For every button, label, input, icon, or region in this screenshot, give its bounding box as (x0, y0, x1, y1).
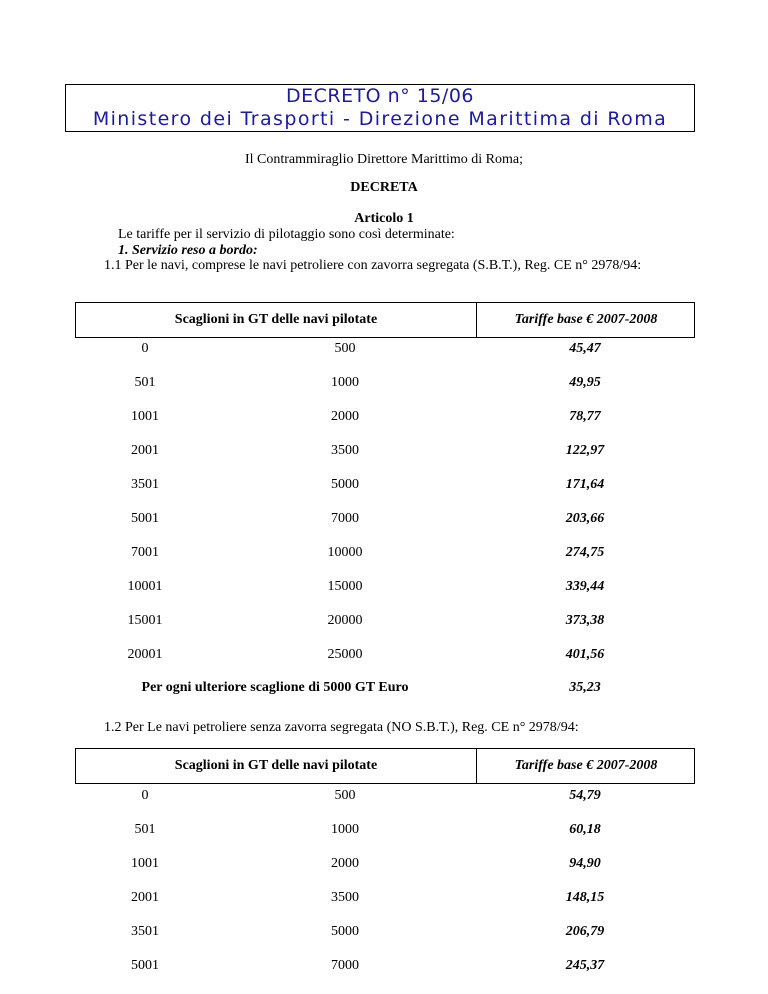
intro-line: Il Contrammiraglio Direttore Marittimo di Roma; (244, 152, 523, 167)
gt-to: 3500 (331, 890, 359, 905)
gt-from: 2001 (131, 443, 159, 458)
tariff-value: 373,38 (565, 613, 605, 628)
gt-to: 5000 (331, 924, 359, 939)
gt-from: 15001 (127, 613, 163, 628)
tariff-value: 206,79 (565, 924, 605, 939)
table1-header (75, 302, 695, 338)
tariff-value: 171,64 (565, 477, 605, 492)
para-1-2: 1.2 Per Le navi petroliere senza zavorra segregata (NO S.B.T.), Reg. CE n° 2978/94: (104, 720, 579, 735)
tariff-intro: Le tariffe per il servizio di pilotaggio sono così determinate: (118, 227, 455, 242)
table-row (75, 579, 695, 599)
table2-header (75, 748, 695, 784)
tariff-value: 122,97 (565, 443, 605, 458)
table-row (75, 890, 695, 910)
table-row (75, 613, 695, 633)
table-row (75, 545, 695, 565)
gt-from: 5001 (131, 958, 159, 973)
table1-header-left: Scaglioni in GT delle navi pilotate (174, 312, 378, 327)
gt-to: 10000 (327, 545, 363, 560)
table-row (75, 647, 695, 667)
gt-to: 500 (334, 341, 356, 356)
gt-from: 501 (134, 375, 156, 390)
gt-to: 20000 (327, 613, 363, 628)
gt-to: 7000 (331, 958, 359, 973)
tariff-value: 45,47 (569, 341, 601, 356)
gt-from: 10001 (127, 579, 163, 594)
table1-header-right: Tariffe base € 2007-2008 (514, 312, 658, 327)
table-row (75, 375, 695, 395)
decree-title: DECRETO n° 15/06 (285, 85, 475, 107)
table-row (75, 409, 695, 429)
gt-to: 2000 (331, 856, 359, 871)
tariff-value: 49,95 (569, 375, 601, 390)
tariff-value: 401,56 (565, 647, 605, 662)
decreta-heading: DECRETA (350, 180, 418, 195)
gt-from: 3501 (131, 924, 159, 939)
tariff-value: 203,66 (565, 511, 605, 526)
gt-to: 5000 (331, 477, 359, 492)
tariff-value: 78,77 (569, 409, 601, 424)
tariff-value: 245,37 (565, 958, 605, 973)
tariff-value: 274,75 (565, 545, 605, 560)
gt-to: 2000 (331, 409, 359, 424)
gt-to: 15000 (327, 579, 363, 594)
gt-from: 2001 (131, 890, 159, 905)
gt-from: 0 (141, 788, 149, 803)
para-1-1: 1.1 Per le navi, comprese le navi petroliere con zavorra segregata (S.B.T.), Reg. CE n° 2978/94: (104, 258, 642, 273)
table-row (75, 443, 695, 463)
section-1-heading: 1. Servizio reso a bordo: (118, 243, 258, 258)
tariff-value: 148,15 (565, 890, 605, 905)
table-row (75, 511, 695, 531)
gt-from: 1001 (131, 409, 159, 424)
table-row (75, 822, 695, 842)
gt-from: 501 (134, 822, 156, 837)
gt-from: 20001 (127, 647, 163, 662)
footer-label: Per ogni ulteriore scaglione di 5000 GT Euro (141, 680, 409, 695)
gt-from: 7001 (131, 545, 159, 560)
gt-from: 1001 (131, 856, 159, 871)
tariff-value: 60,18 (569, 822, 601, 837)
article-heading: Articolo 1 (354, 211, 414, 226)
title-box (65, 84, 695, 132)
table-row (75, 341, 695, 361)
gt-to: 1000 (331, 375, 359, 390)
gt-to: 500 (334, 788, 356, 803)
table-row (75, 856, 695, 876)
table-row (75, 958, 695, 978)
gt-to: 7000 (331, 511, 359, 526)
table2-header-left: Scaglioni in GT delle navi pilotate (174, 758, 378, 773)
gt-to: 1000 (331, 822, 359, 837)
gt-from: 5001 (131, 511, 159, 526)
gt-to: 25000 (327, 647, 363, 662)
tariff-value: 54,79 (569, 788, 601, 803)
table-row (75, 788, 695, 808)
table-row (75, 477, 695, 497)
table-row (75, 924, 695, 944)
gt-to: 3500 (331, 443, 359, 458)
gt-from: 0 (141, 341, 149, 356)
ministry-title: Ministero dei Trasporti - Direzione Marittima di Roma (92, 108, 668, 130)
tariff-value: 339,44 (565, 579, 605, 594)
footer-value: 35,23 (569, 680, 601, 695)
table2-header-right: Tariffe base € 2007-2008 (514, 758, 658, 773)
tariff-value: 94,90 (569, 856, 601, 871)
gt-from: 3501 (131, 477, 159, 492)
